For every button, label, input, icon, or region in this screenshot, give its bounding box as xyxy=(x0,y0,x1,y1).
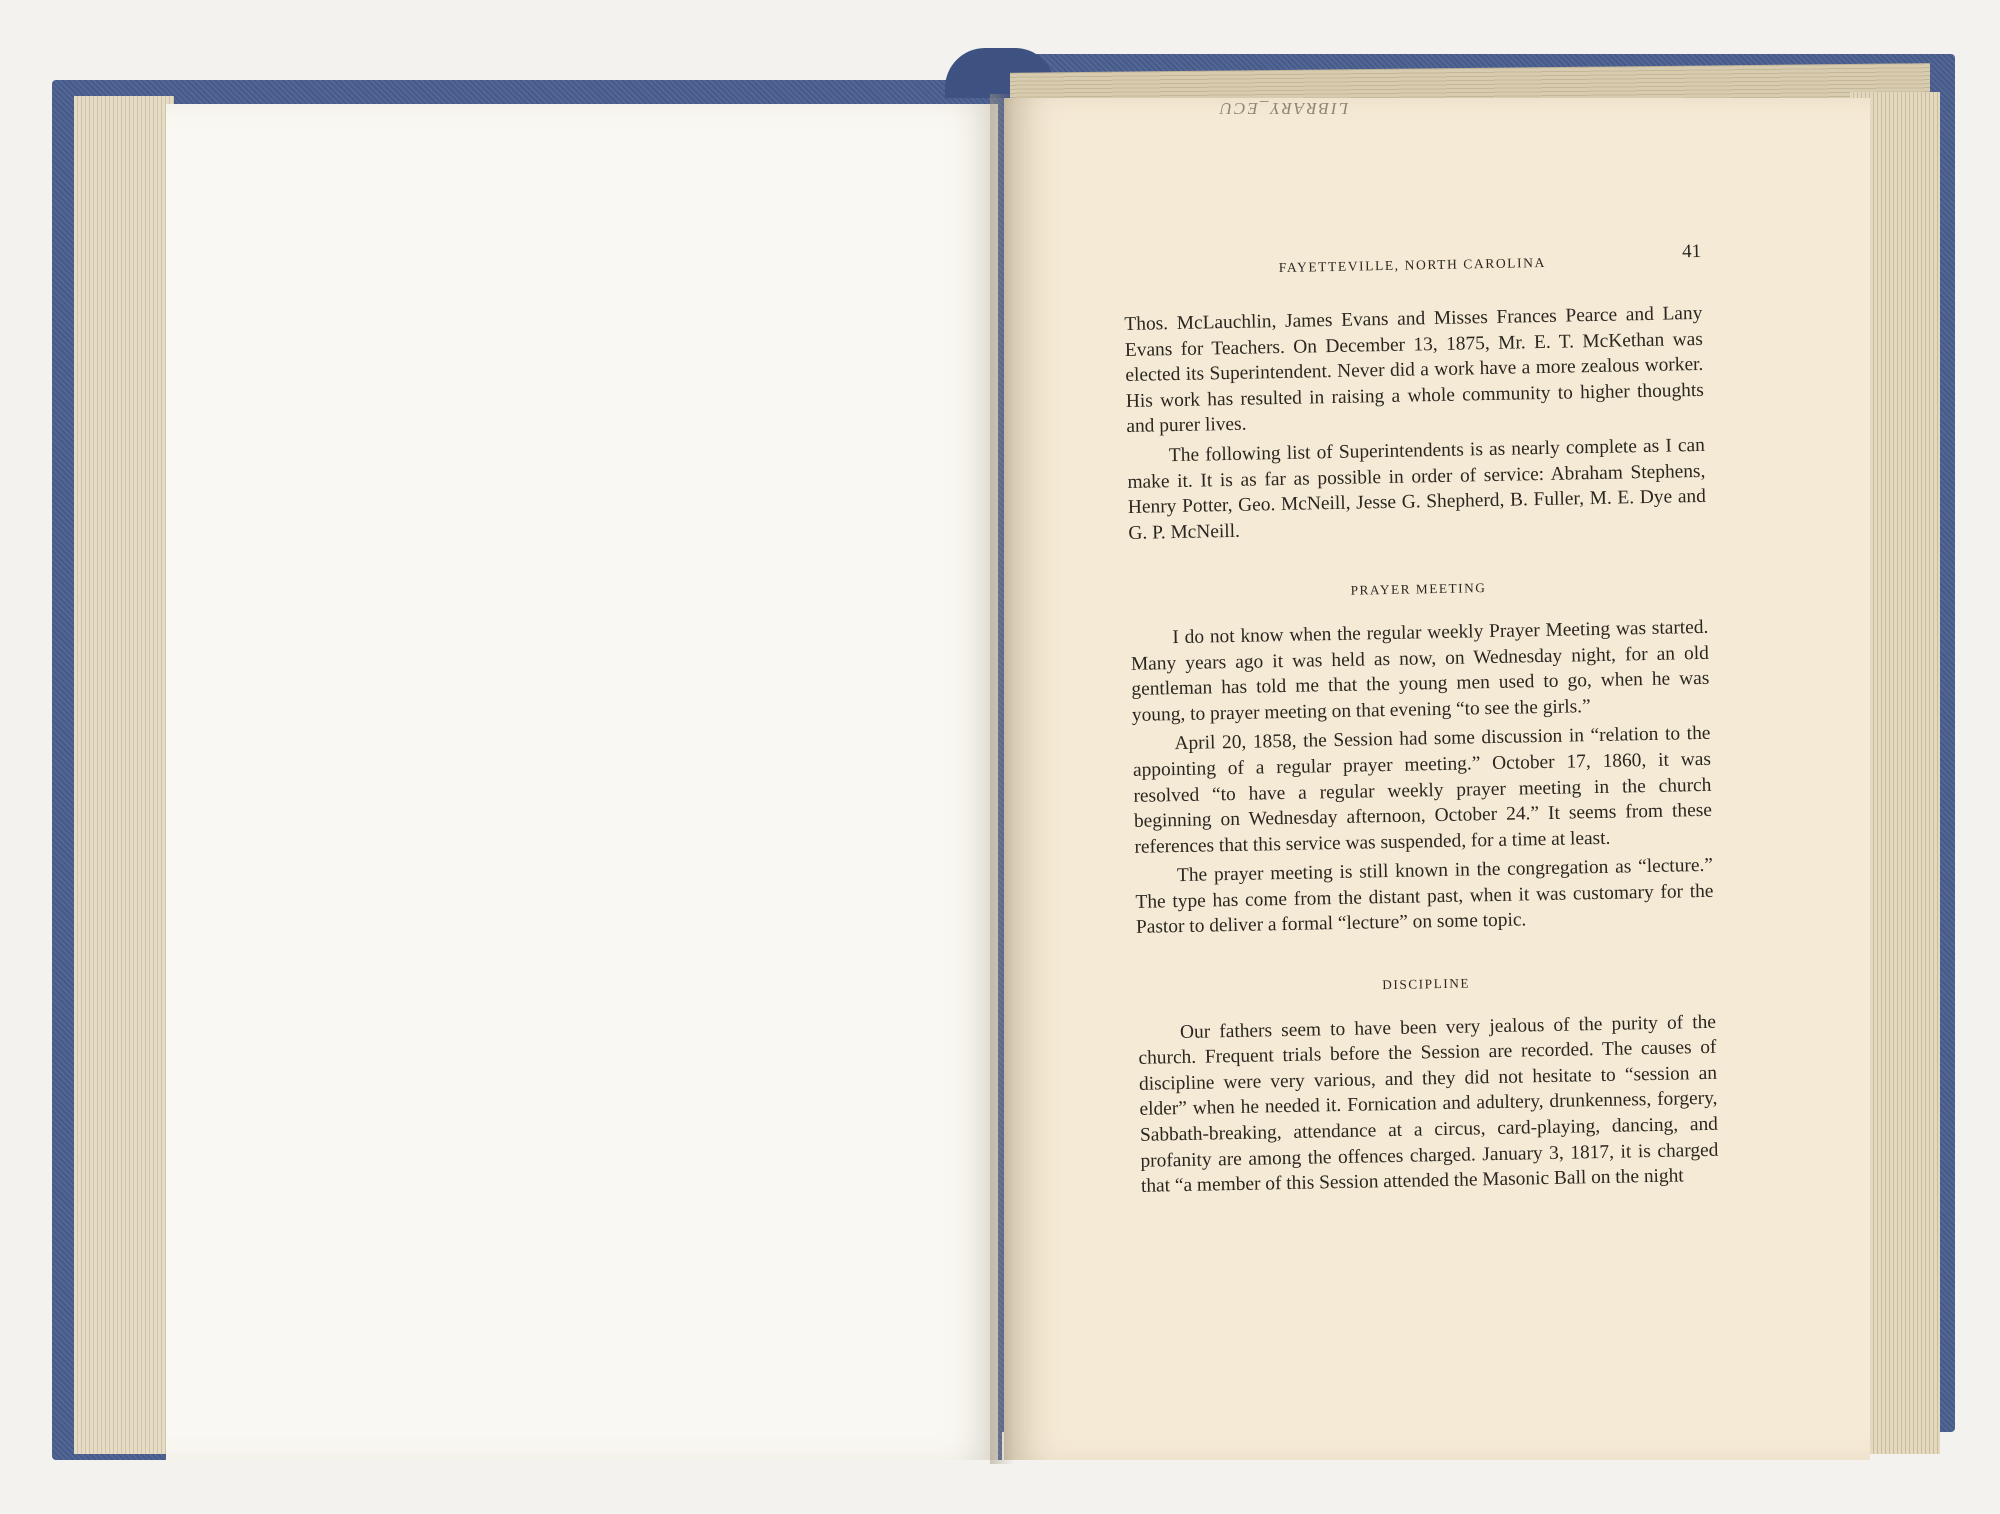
section-heading-prayer-meeting: PRAYER MEETING xyxy=(1350,580,1487,599)
paragraph: Thos. McLauchlin, James Evans and Misses Frances Pearce and Lany Evans for Teachers. On December 13, 1875, Mr. E. T. McKethan was elected its Superintendent. Never did a work have a more zealous worker. His work has resulted in raising a whole community to higher thoughts and purer lives. xyxy=(1124,302,1704,438)
running-head-title: FAYETTEVILLE, NORTH CAROLINA xyxy=(1278,254,1547,276)
paragraph: I do not know when the regular weekly Prayer Meeting was started. Many years ago it was held as now, on Wednesday night, for an old gentleman has told me that the young men used to go, when he was young, to prayer meeting on that evening “to see the girls.” xyxy=(1130,616,1710,726)
page-number: 41 xyxy=(1681,240,1702,263)
paragraph: Our fathers seem to have been very jealous of the purity of the church. Frequent trials before the Session are recorded. The causes of discipline were very various, and they did not hesitate to “session an elder” when he needed it. Fornication and adultery, drunkenness, forgery, Sabbath-breaking, attendance at a circus, card-playing, dancing, and profanity are among the offences charged. January 3, 1817, it is charged that “a member of this Session attended the Masonic Ball on the night xyxy=(1138,1011,1719,1198)
library-stamp: LIBRARY_ECU xyxy=(1218,99,1349,118)
paragraph: The following list of Superintendents is as nearly complete as I can make it. It is as far as possible in order of service: Abraham Stephens, Henry Potter, Geo. McNeill, Jesse G. Shepherd, B. Fuller, M. E. Dye and G. P. McNeill. xyxy=(1127,434,1707,544)
section-heading-discipline: DISCIPLINE xyxy=(1382,975,1471,993)
paragraph: The prayer meeting is still known in the congregation as “lecture.” The type has come from the distant past, when it was customary for the Pastor to deliver a formal “lecture” on some topic. xyxy=(1135,855,1714,939)
page-gutter xyxy=(990,94,1014,1464)
left-page-blank xyxy=(166,104,998,1460)
page-stack-left xyxy=(74,96,174,1454)
paragraph: April 20, 1858, the Session had some discussion in “relation to the appointing of a regular prayer meeting.” October 17, 1860, it was resolved “to have a regular weekly prayer meeting in the church beginning on Wednesday afternoon, October 24.” It seems from these references that this service was suspended, for a time at least. xyxy=(1132,723,1713,858)
page-text xyxy=(1123,239,1719,1200)
